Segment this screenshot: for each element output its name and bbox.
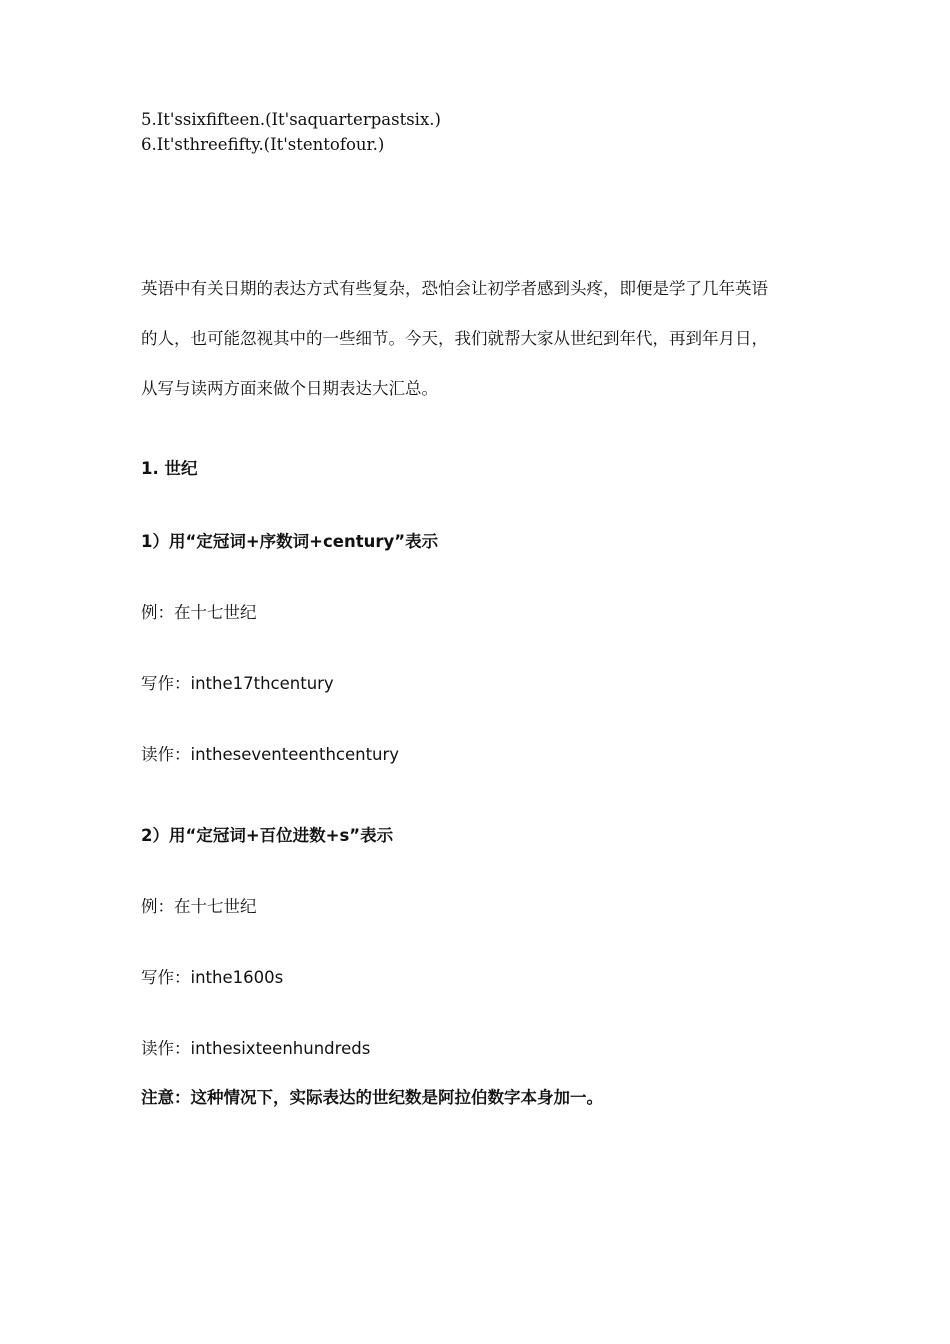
rule-1-spoken: 读作：intheseventeenthcentury [141, 745, 400, 764]
intro-paragraph-line-2: 的人，也可能忽视其中的一些细节。今天，我们就帮大家从世纪到年代，再到年月日， [141, 329, 768, 348]
note-line: 注意：这种情况下，实际表达的世纪数是阿拉伯数字本身加一。 [141, 1088, 603, 1107]
rule-1-heading: 1）用“定冠词+序数词+century”表示 [141, 532, 439, 551]
rule-1-written: 写作：inthe17thcentury [141, 674, 334, 693]
rule-2-example: 例：在十七世纪 [141, 897, 257, 916]
rule-2-written: 写作：inthe1600s [141, 968, 284, 987]
rule-2-spoken: 读作：inthesixteenhundreds [141, 1039, 371, 1058]
intro-paragraph-line-1: 英语中有关日期的表达方式有些复杂，恐怕会让初学者感到头疼，即便是学了几年英语 [141, 279, 768, 298]
intro-paragraph-line-3: 从写与读两方面来做个日期表达大汇总。 [141, 379, 438, 398]
rule-1-example: 例：在十七世纪 [141, 603, 257, 622]
rule-2-heading: 2）用“定冠词+百位进数+s”表示 [141, 826, 394, 845]
time-example-line-6: 6.It'sthreefifty.(It'stentofour.) [141, 135, 385, 154]
section-heading-century: 1. 世纪 [141, 459, 198, 478]
time-example-line-5: 5.It'ssixfifteen.(It'saquarterpastsix.) [141, 110, 441, 129]
